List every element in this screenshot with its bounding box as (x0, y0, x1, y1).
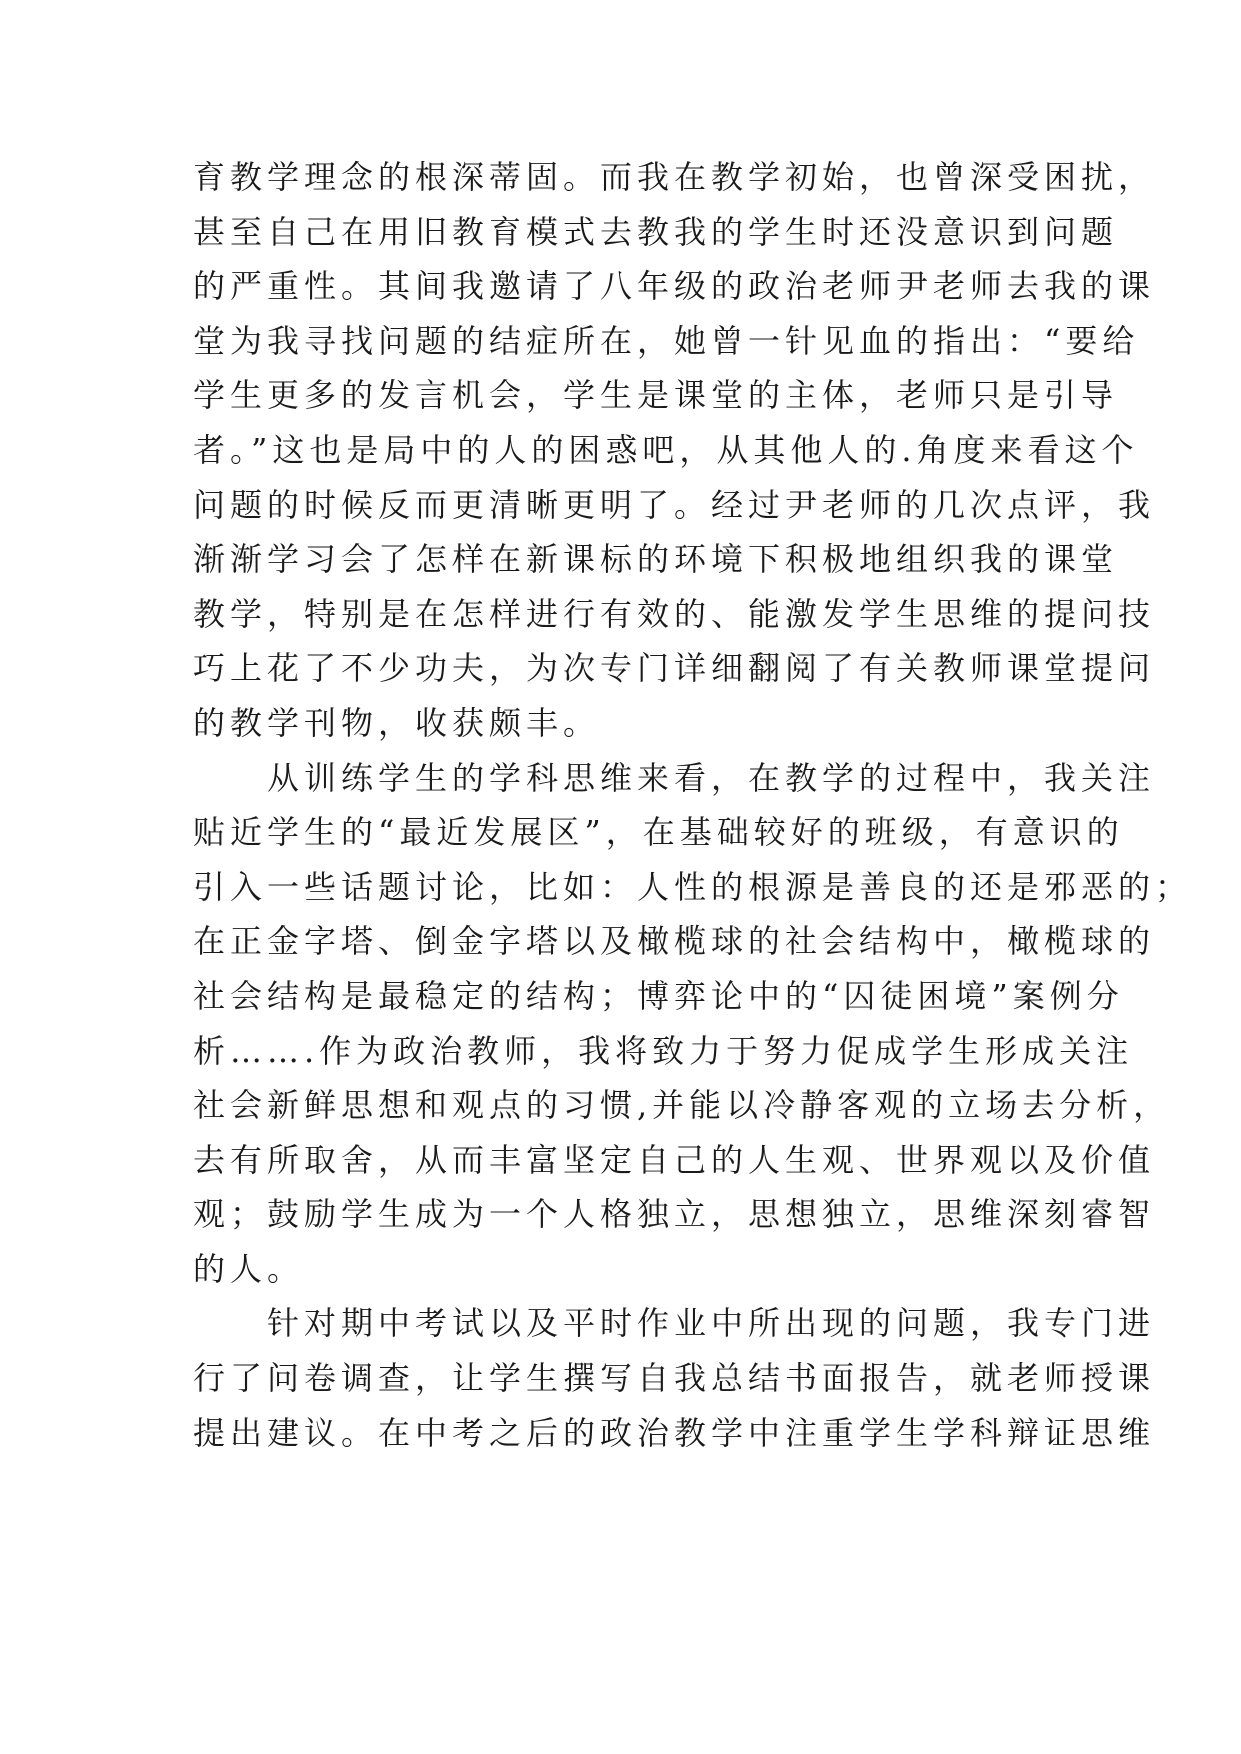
text-line: 的严重性。其间我邀请了八年级的政治老师尹老师去我的课 (193, 267, 1156, 306)
text-line: 问题的时候反而更清晰更明了。经过尹老师的几次点评，我 (193, 485, 1156, 524)
text-line: 析…….作为政治教师，我将致力于努力促成学生形成关注 (193, 1031, 1134, 1070)
text-line: 观；鼓励学生成为一个人格独立，思想独立，思维深刻睿智 (193, 1195, 1156, 1234)
text-line: 去有所取舍，从而丰富坚定自己的人生观、世界观以及价值 (193, 1140, 1156, 1179)
text-line: 学生更多的发言机会，学生是课堂的主体，老师只是引导 (193, 376, 1119, 415)
text-line: 社会新鲜思想和观点的习惯,并能以冷静客观的立场去分析， (193, 1086, 1171, 1125)
paragraph-2 (193, 751, 1193, 1297)
paragraph-1 (193, 150, 1156, 751)
text-line: 从训练学生的学科思维来看，在教学的过程中，我关注 (193, 758, 1156, 797)
document-body (193, 150, 1193, 1460)
text-line: 引入一些话题讨论，比如：人性的根源是善良的还是邪恶的； (193, 867, 1193, 906)
text-line: 甚至自己在用旧教育模式去教我的学生时还没意识到问题 (193, 212, 1119, 251)
text-line: 渐渐学习会了怎样在新课标的环境下积极地组织我的课堂 (193, 540, 1119, 579)
text-line: 贴近学生的“最近发展区”，在基础较好的班级，有意识的 (193, 813, 1124, 852)
text-line: 行了问卷调查，让学生撰写自我总结书面报告，就老师授课 (193, 1359, 1156, 1398)
text-line: 提出建议。在中考之后的政治教学中注重学生学科辩证思维 (193, 1413, 1156, 1452)
text-line: 针对期中考试以及平时作业中所出现的问题，我专门进 (193, 1304, 1156, 1343)
text-line: 堂为我寻找问题的结症所在，她曾一针见血的指出：“要给 (193, 321, 1140, 360)
text-line: 育教学理念的根深蒂固。而我在教学初始，也曾深受困扰， (193, 158, 1156, 196)
text-line: 教学，特别是在怎样进行有效的、能激发学生思维的提问技 (193, 594, 1156, 633)
text-line: 者。”这也是局中的人的困惑吧，从其他人的.角度来看这个 (193, 430, 1139, 469)
text-line: 社会结构是最稳定的结构；博弈论中的“囚徒困境”案例分 (193, 976, 1124, 1015)
text-line: 在正金字塔、倒金字塔以及橄榄球的社会结构中，橄榄球的 (193, 922, 1156, 961)
text-line: 的教学刊物，收获颇丰。 (193, 703, 601, 742)
text-line: 的人。 (193, 1249, 305, 1288)
paragraph-3 (193, 1296, 1156, 1460)
text-line: 巧上花了不少功夫，为次专门详细翻阅了有关教师课堂提问 (193, 649, 1156, 688)
